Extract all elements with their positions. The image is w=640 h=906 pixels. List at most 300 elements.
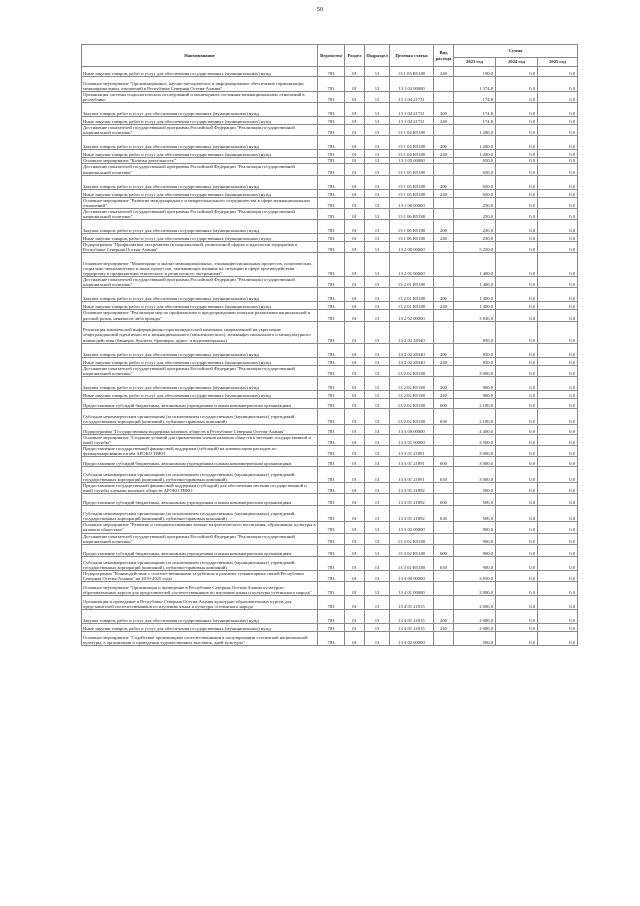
cell-section: 01 xyxy=(345,494,365,506)
cell-2023: 174,8 xyxy=(454,117,496,125)
cell-target: 13 2 01 R5180 xyxy=(390,277,434,288)
cell-name: Предоставление субсидий бюджетным, автономным учреждениям и иным некоммерческим организациям xyxy=(82,494,318,506)
cell-2024: 0,0 xyxy=(496,253,538,277)
cell-section: 01 xyxy=(345,310,365,321)
cell-2024: 0,0 xyxy=(496,117,538,125)
cell-section: 01 xyxy=(345,556,365,570)
cell-dept: 783 xyxy=(318,103,345,117)
table-row xyxy=(82,92,578,103)
table-row xyxy=(82,175,578,189)
cell-2023: 1 400,0 xyxy=(454,253,496,277)
cell-name: Закупка товаров, работ и услуг для обеспечения государственных (муниципальных) нужд xyxy=(82,136,318,150)
cell-section: 01 xyxy=(345,92,365,103)
cell-2024: 0,0 xyxy=(496,77,538,92)
cell-2025: 0,0 xyxy=(538,390,578,398)
table-row xyxy=(82,581,578,595)
cell-name: Подпрограмма "Профилактика экстремизма (в национальной, религиозной сферах и идеологии терроризма в Республике Северная Осетия-Алания" xyxy=(82,242,318,253)
cell-dept: 783 xyxy=(318,125,345,136)
cell-2025: 0,0 xyxy=(538,398,578,408)
cell-subsection: 13 xyxy=(365,457,390,467)
cell-exp-type: 240 xyxy=(434,623,454,631)
cell-section: 01 xyxy=(345,424,365,434)
cell-exp-type: 600 xyxy=(434,544,454,556)
table-row xyxy=(82,357,578,365)
cell-2023: 900,0 xyxy=(454,533,496,544)
cell-2023: 3 000,0 xyxy=(454,445,496,456)
cell-2023: 1 200,0 xyxy=(454,125,496,136)
cell-subsection: 13 xyxy=(365,103,390,117)
cell-name: Иные закупки товаров, работ и услуг для обеспечения государственных (муниципальных) нужд xyxy=(82,150,318,158)
cell-exp-type xyxy=(434,365,454,376)
cell-subsection: 13 xyxy=(365,623,390,631)
cell-exp-type xyxy=(434,595,454,609)
cell-2023: 174,8 xyxy=(454,92,496,103)
table-row xyxy=(82,434,578,445)
cell-target: 13 4 01 21815 xyxy=(390,595,434,609)
cell-2024: 0,0 xyxy=(496,103,538,117)
cell-subsection: 13 xyxy=(365,288,390,302)
cell-target: 13 3 02 R5180 xyxy=(390,533,434,544)
cell-2024: 0,0 xyxy=(496,343,538,357)
cell-2025: 0,0 xyxy=(538,197,578,208)
cell-dept: 783 xyxy=(318,408,345,424)
cell-exp-type: 600 xyxy=(434,494,454,506)
cell-subsection: 13 xyxy=(365,609,390,623)
cell-target: 13 1 06 R5180 xyxy=(390,234,434,242)
table-row xyxy=(82,103,578,117)
cell-2024: 0,0 xyxy=(496,506,538,522)
cell-exp-type: 200 xyxy=(434,175,454,189)
cell-2024: 0,0 xyxy=(496,164,538,175)
table-row xyxy=(82,242,578,253)
cell-target: 13 1 04 21731 xyxy=(390,92,434,103)
cell-target: 13 1 05 00000 xyxy=(390,158,434,164)
cell-section: 01 xyxy=(345,445,365,456)
cell-section: 01 xyxy=(345,544,365,556)
cell-2024: 0,0 xyxy=(496,158,538,164)
cell-section: 01 xyxy=(345,67,365,77)
cell-subsection: 13 xyxy=(365,408,390,424)
cell-name: Предоставление государственной финансовой поддержки (субсидий) для обеспечения несения государственной и иной службы членами казачьих обществ АРОКО ТВКО xyxy=(82,483,318,494)
cell-exp-type xyxy=(434,77,454,92)
cell-subsection: 13 xyxy=(365,483,390,494)
cell-2023: 2 100,0 xyxy=(454,398,496,408)
cell-subsection: 13 xyxy=(365,343,390,357)
cell-subsection: 13 xyxy=(365,390,390,398)
cell-2024: 0,0 xyxy=(496,533,538,544)
cell-2023: 850,0 xyxy=(454,343,496,357)
cell-dept: 783 xyxy=(318,234,345,242)
cell-subsection: 13 xyxy=(365,434,390,445)
cell-2024: 0,0 xyxy=(496,408,538,424)
cell-section: 01 xyxy=(345,631,365,645)
cell-exp-type: 240 xyxy=(434,150,454,158)
cell-subsection: 13 xyxy=(365,189,390,197)
cell-2023: 250,0 xyxy=(454,197,496,208)
cell-subsection: 13 xyxy=(365,136,390,150)
cell-2023: 1 400,0 xyxy=(454,277,496,288)
cell-exp-type: 240 xyxy=(434,390,454,398)
cell-section: 01 xyxy=(345,242,365,253)
cell-name: Иные закупки товаров, работ и услуг для обеспечения государственных (муниципальных) нужд xyxy=(82,390,318,398)
table-row xyxy=(82,321,578,343)
cell-2025: 0,0 xyxy=(538,234,578,242)
cell-name: Закупка товаров, работ и услуг для обеспечения государственных (муниципальных) нужд xyxy=(82,343,318,357)
cell-subsection: 13 xyxy=(365,494,390,506)
cell-2025: 0,0 xyxy=(538,253,578,277)
header-sum: Сумма xyxy=(454,45,578,58)
cell-2023: 5 250,0 xyxy=(454,242,496,253)
cell-name: Основное мероприятие "Создание условий для привлечения членов казачьих обществ к несению государственной и иной службы" xyxy=(82,434,318,445)
cell-2023: 900,0 xyxy=(454,544,496,556)
cell-exp-type xyxy=(434,434,454,445)
cell-2023: 3 000,0 xyxy=(454,365,496,376)
cell-2025: 0,0 xyxy=(538,189,578,197)
cell-name: Иные закупки товаров, работ и услуг для обеспечения государственных (муниципальных) нужд xyxy=(82,302,318,310)
cell-2024: 0,0 xyxy=(496,136,538,150)
cell-target: 13 1 04 R5180 xyxy=(390,150,434,158)
cell-2024: 0,0 xyxy=(496,434,538,445)
cell-subsection: 13 xyxy=(365,581,390,595)
cell-2025: 0,0 xyxy=(538,67,578,77)
cell-target: 13 1 04 00000 xyxy=(390,77,434,92)
cell-2024: 0,0 xyxy=(496,150,538,158)
cell-2024: 0,0 xyxy=(496,197,538,208)
table-row xyxy=(82,67,578,77)
cell-2024: 0,0 xyxy=(496,302,538,310)
table-row xyxy=(82,533,578,544)
cell-2023: 900,0 xyxy=(454,390,496,398)
cell-subsection: 13 xyxy=(365,556,390,570)
cell-2024: 0,0 xyxy=(496,445,538,456)
cell-2025: 0,0 xyxy=(538,609,578,623)
cell-name: Подпрограмма "Государственная поддержка казачьих обществ в Республике Северная Осетия-Алания" xyxy=(82,424,318,434)
cell-2025: 0,0 xyxy=(538,467,578,483)
cell-2023: 4 400,0 xyxy=(454,424,496,434)
cell-target: 13 3 01 00000 xyxy=(390,434,434,445)
cell-exp-type xyxy=(434,570,454,581)
cell-2025: 0,0 xyxy=(538,570,578,581)
cell-name: Закупка товаров, работ и услуг для обеспечения государственных (муниципальных) нужд xyxy=(82,609,318,623)
page-number: 50 xyxy=(316,6,324,13)
table-row xyxy=(82,310,578,321)
cell-section: 01 xyxy=(345,434,365,445)
cell-2023: 3 000,0 xyxy=(454,457,496,467)
cell-2023: 3 500,0 xyxy=(454,434,496,445)
cell-exp-type: 600 xyxy=(434,398,454,408)
cell-subsection: 13 xyxy=(365,277,390,288)
cell-2023: 1 400,0 xyxy=(454,288,496,302)
table-row xyxy=(82,150,578,158)
cell-section: 01 xyxy=(345,522,365,533)
table-row xyxy=(82,457,578,467)
cell-exp-type: 200 xyxy=(434,103,454,117)
table-row xyxy=(82,125,578,136)
cell-target: 13 1 03 R5180 xyxy=(390,67,434,77)
cell-target: 13 1 05 R5180 xyxy=(390,164,434,175)
cell-target: 13 3 02 R5180 xyxy=(390,556,434,570)
cell-dept: 783 xyxy=(318,494,345,506)
cell-target: 13 1 04 R5180 xyxy=(390,125,434,136)
cell-subsection: 13 xyxy=(365,242,390,253)
cell-dept: 783 xyxy=(318,434,345,445)
cell-exp-type: 630 xyxy=(434,467,454,483)
cell-exp-type: 200 xyxy=(434,136,454,150)
cell-2023: 900,0 xyxy=(454,376,496,390)
cell-dept: 783 xyxy=(318,357,345,365)
cell-2024: 0,0 xyxy=(496,67,538,77)
cell-2023: 2 000,0 xyxy=(454,595,496,609)
table-row xyxy=(82,522,578,533)
table-row xyxy=(82,424,578,434)
cell-subsection: 13 xyxy=(365,424,390,434)
cell-target: 13 2 02 00000 xyxy=(390,310,434,321)
cell-subsection: 13 xyxy=(365,125,390,136)
cell-section: 01 xyxy=(345,357,365,365)
cell-target: 13 2 02 R5180 xyxy=(390,390,434,398)
cell-2024: 0,0 xyxy=(496,631,538,645)
cell-target: 13 3 01 21892 xyxy=(390,506,434,522)
cell-name: Основное мероприятие "Казачья деятельность" xyxy=(82,158,318,164)
cell-2024: 0,0 xyxy=(496,609,538,623)
cell-2024: 0,0 xyxy=(496,556,538,570)
cell-dept: 783 xyxy=(318,208,345,219)
cell-name: Закупка товаров, работ и услуг для обеспечения государственных (муниципальных) нужд xyxy=(82,175,318,189)
cell-2025: 0,0 xyxy=(538,150,578,158)
cell-2025: 0,0 xyxy=(538,92,578,103)
cell-exp-type: 240 xyxy=(434,302,454,310)
cell-2024: 0,0 xyxy=(496,581,538,595)
cell-section: 01 xyxy=(345,277,365,288)
cell-name: Предоставление субсидий бюджетным, автономным учреждениям и иным некоммерческим организациям xyxy=(82,457,318,467)
cell-exp-type: 200 xyxy=(434,609,454,623)
cell-name: Основное мероприятие "Реализация мер по профилактике и предупреждению попыток разжигания национальной и расовой розни, ненависти либо вражды" xyxy=(82,310,318,321)
cell-target: 13 4 01 00000 xyxy=(390,581,434,595)
cell-name: Иные закупки товаров, работ и услуг для обеспечения государственных (муниципальных) нужд xyxy=(82,67,318,77)
cell-subsection: 13 xyxy=(365,175,390,189)
table-row xyxy=(82,277,578,288)
cell-2025: 0,0 xyxy=(538,581,578,595)
cell-2025: 0,0 xyxy=(538,445,578,456)
cell-name: Реализация комплексной информационно-пропагандистской кампании, направленной на укрепление общегражданской идентичности и межнационального (межэтнического), межконфессионального и межкультурного взаимодействия (баннеры, буклеты, брошюры, аудио- и видеоматериалы) xyxy=(82,321,318,343)
cell-exp-type: 240 xyxy=(434,189,454,197)
cell-subsection: 13 xyxy=(365,197,390,208)
cell-name: Достижение показателей государственной программы Российской Федерации "Реализация государственной национальной политики" xyxy=(82,365,318,376)
cell-name: Основное мероприятие "Содействие организациям соотечественников в популяризации осетинской национальной культуры, в организации и проведении художественных выставок, дней культуры" xyxy=(82,631,318,645)
cell-section: 01 xyxy=(345,302,365,310)
cell-2025: 0,0 xyxy=(538,595,578,609)
cell-dept: 783 xyxy=(318,595,345,609)
table-row xyxy=(82,234,578,242)
cell-name: Предоставление субсидий бюджетным, автономным учреждениям и иным некоммерческим организациям xyxy=(82,398,318,408)
cell-dept: 783 xyxy=(318,321,345,343)
cell-target: 13 2 02 28340 xyxy=(390,321,434,343)
cell-2025: 0,0 xyxy=(538,158,578,164)
table-row xyxy=(82,197,578,208)
cell-section: 01 xyxy=(345,343,365,357)
cell-exp-type xyxy=(434,483,454,494)
cell-2023: 1 374,8 xyxy=(454,77,496,92)
cell-target: 13 4 01 21815 xyxy=(390,623,434,631)
cell-2024: 0,0 xyxy=(496,234,538,242)
cell-2024: 0,0 xyxy=(496,398,538,408)
table-row xyxy=(82,208,578,219)
table-row xyxy=(82,302,578,310)
cell-section: 01 xyxy=(345,365,365,376)
cell-subsection: 13 xyxy=(365,544,390,556)
cell-2024: 0,0 xyxy=(496,376,538,390)
cell-target: 13 1 05 R5180 xyxy=(390,175,434,189)
cell-exp-type: 600 xyxy=(434,457,454,467)
table-row xyxy=(82,494,578,506)
cell-2024: 0,0 xyxy=(496,321,538,343)
cell-2024: 0,0 xyxy=(496,570,538,581)
cell-section: 01 xyxy=(345,595,365,609)
cell-exp-type: 240 xyxy=(434,117,454,125)
cell-2023: 250,0 xyxy=(454,234,496,242)
cell-subsection: 13 xyxy=(365,631,390,645)
cell-dept: 783 xyxy=(318,390,345,398)
cell-2025: 0,0 xyxy=(538,522,578,533)
cell-2025: 0,0 xyxy=(538,343,578,357)
cell-2025: 0,0 xyxy=(538,376,578,390)
cell-2024: 0,0 xyxy=(496,623,538,631)
header-exp-type: Вид расхода xyxy=(434,45,454,67)
cell-subsection: 13 xyxy=(365,445,390,456)
cell-subsection: 13 xyxy=(365,234,390,242)
cell-2025: 0,0 xyxy=(538,220,578,234)
cell-dept: 783 xyxy=(318,197,345,208)
budget-table xyxy=(81,44,578,646)
cell-dept: 783 xyxy=(318,343,345,357)
cell-2023: 2 000,0 xyxy=(454,581,496,595)
cell-2024: 0,0 xyxy=(496,92,538,103)
cell-section: 01 xyxy=(345,581,365,595)
cell-2023: 650,0 xyxy=(454,175,496,189)
cell-dept: 783 xyxy=(318,544,345,556)
cell-2025: 0,0 xyxy=(538,506,578,522)
cell-dept: 783 xyxy=(318,77,345,92)
cell-dept: 783 xyxy=(318,483,345,494)
cell-subsection: 13 xyxy=(365,365,390,376)
header-name: Наименование xyxy=(82,45,318,67)
cell-exp-type xyxy=(434,533,454,544)
cell-section: 01 xyxy=(345,623,365,631)
table-row xyxy=(82,253,578,277)
cell-name: Субсидии некоммерческим организациям (за исключением государственных (муниципальных) учреждений, государственных корпораций (компаний), публично-правовых компаний) xyxy=(82,408,318,424)
cell-section: 01 xyxy=(345,288,365,302)
cell-name: Закупка товаров, работ и услуг для обеспечения государственных (муниципальных) нужд xyxy=(82,220,318,234)
cell-2025: 0,0 xyxy=(538,103,578,117)
cell-section: 01 xyxy=(345,398,365,408)
cell-dept: 783 xyxy=(318,158,345,164)
cell-2023: 250,0 xyxy=(454,220,496,234)
cell-2023: 500,0 xyxy=(454,506,496,522)
cell-2024: 0,0 xyxy=(496,390,538,398)
cell-2025: 0,0 xyxy=(538,408,578,424)
cell-exp-type xyxy=(434,125,454,136)
cell-subsection: 13 xyxy=(365,398,390,408)
cell-exp-type xyxy=(434,310,454,321)
cell-dept: 783 xyxy=(318,556,345,570)
table-row xyxy=(82,77,578,92)
cell-exp-type xyxy=(434,242,454,253)
cell-section: 01 xyxy=(345,189,365,197)
cell-2023: 3 850,0 xyxy=(454,310,496,321)
cell-section: 01 xyxy=(345,208,365,219)
cell-2024: 0,0 xyxy=(496,365,538,376)
table-row xyxy=(82,398,578,408)
cell-2024: 0,0 xyxy=(496,483,538,494)
cell-2025: 0,0 xyxy=(538,457,578,467)
header-section: Раздел xyxy=(345,45,365,67)
cell-2025: 0,0 xyxy=(538,175,578,189)
cell-name: Предоставление государственной финансовой поддержки (субсидий) на компенсацию расходов по функционированию штаба АРОКО ТВКО xyxy=(82,445,318,456)
cell-2025: 0,0 xyxy=(538,136,578,150)
cell-exp-type: 240 xyxy=(434,234,454,242)
cell-2025: 0,0 xyxy=(538,164,578,175)
cell-dept: 783 xyxy=(318,310,345,321)
cell-2025: 0,0 xyxy=(538,310,578,321)
cell-2023: 190,0 xyxy=(454,67,496,77)
cell-2025: 0,0 xyxy=(538,288,578,302)
cell-exp-type: 200 xyxy=(434,343,454,357)
cell-section: 01 xyxy=(345,467,365,483)
cell-2025: 0,0 xyxy=(538,434,578,445)
cell-name: Закупка товаров, работ и услуг для обеспечения государственных (муниципальных) нужд xyxy=(82,376,318,390)
cell-subsection: 13 xyxy=(365,164,390,175)
cell-exp-type: 630 xyxy=(434,408,454,424)
cell-name: Основное мероприятие "Мониторинг и анализ межнациональных, этноконфессиональных процессов, политических, социально-экономических и иных процессов, оказывающих влияние на ситуацию в сфере противодействия терроризму и профилактики этнического и религиозного экстремизма" xyxy=(82,253,318,277)
cell-2023: 250,0 xyxy=(454,208,496,219)
header-subsection: Подраздел xyxy=(365,45,390,67)
cell-2024: 0,0 xyxy=(496,208,538,219)
cell-exp-type: 630 xyxy=(434,556,454,570)
cell-name: Иные закупки товаров, работ и услуг для обеспечения государственных (муниципальных) нужд xyxy=(82,234,318,242)
cell-dept: 783 xyxy=(318,189,345,197)
cell-dept: 783 xyxy=(318,570,345,581)
cell-name: Основное мероприятие "Развитие международного и межрегионального сотрудничества в сфере межнациональных отношений" xyxy=(82,197,318,208)
cell-exp-type xyxy=(434,92,454,103)
cell-dept: 783 xyxy=(318,288,345,302)
cell-dept: 783 xyxy=(318,522,345,533)
cell-exp-type: 630 xyxy=(434,506,454,522)
cell-dept: 783 xyxy=(318,175,345,189)
cell-target: 13 3 01 21891 xyxy=(390,445,434,456)
table-row xyxy=(82,609,578,623)
cell-2023: 500,0 xyxy=(454,631,496,645)
cell-exp-type xyxy=(434,208,454,219)
cell-2024: 0,0 xyxy=(496,220,538,234)
table-row xyxy=(82,631,578,645)
cell-exp-type xyxy=(434,253,454,277)
table-row xyxy=(82,483,578,494)
cell-subsection: 13 xyxy=(365,357,390,365)
cell-exp-type: 200 xyxy=(434,288,454,302)
cell-exp-type xyxy=(434,631,454,645)
cell-exp-type: 240 xyxy=(434,357,454,365)
table-row xyxy=(82,570,578,581)
cell-2025: 0,0 xyxy=(538,125,578,136)
cell-2023: 3 000,0 xyxy=(454,467,496,483)
cell-target: 13 1 06 00000 xyxy=(390,197,434,208)
cell-target: 13 4 00 00000 xyxy=(390,570,434,581)
cell-exp-type xyxy=(434,164,454,175)
cell-dept: 783 xyxy=(318,302,345,310)
cell-2023: 650,0 xyxy=(454,164,496,175)
cell-section: 01 xyxy=(345,175,365,189)
cell-section: 01 xyxy=(345,150,365,158)
